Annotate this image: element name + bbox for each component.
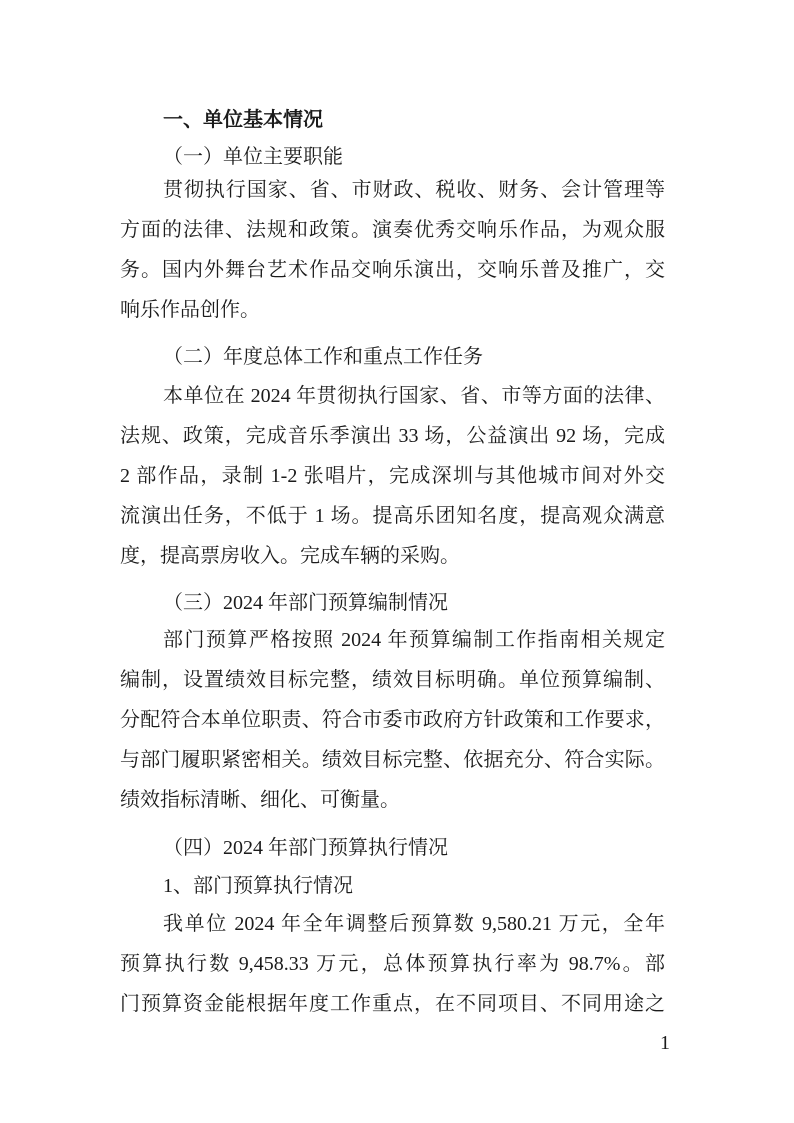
paragraph-line: 门预算资金能根据年度工作重点，在不同项目、不同用途之 — [120, 993, 665, 1015]
paragraph-line: 2 部作品，录制 1-2 张唱片，完成深圳与其他城市间对外交 — [120, 465, 665, 487]
paragraph-line: 编制，设置绩效目标完整，绩效目标明确。单位预算编制、 — [120, 669, 665, 691]
paragraph-line: 贯彻执行国家、省、市财政、税收、财务、会计管理等 — [163, 179, 665, 201]
paragraph-line: 流演出任务，不低于 1 场。提高乐团知名度，提高观众满意 — [120, 505, 665, 527]
item-title: 1、部门预算执行情况 — [163, 875, 353, 897]
paragraph-line: 响乐作品创作。 — [120, 299, 260, 321]
paragraph-line: 绩效指标清晰、细化、可衡量。 — [120, 789, 400, 811]
paragraph-line: 法规、政策，完成音乐季演出 33 场，公益演出 92 场，完成 — [120, 425, 665, 447]
page-number: 1 — [660, 1032, 670, 1054]
paragraph-line: 预算执行数 9,458.33 万元，总体预算执行率为 98.7%。部 — [120, 953, 665, 975]
subsection-title-3: （三）2024 年部门预算编制情况 — [163, 592, 448, 614]
subsection-title-1: （一）单位主要职能 — [163, 146, 343, 168]
paragraph-line: 本单位在 2024 年贯彻执行国家、省、市等方面的法律、 — [163, 385, 665, 407]
subsection-title-2: （二）年度总体工作和重点工作任务 — [163, 346, 483, 368]
subsection-title-4: （四）2024 年部门预算执行情况 — [163, 837, 448, 859]
paragraph-line: 与部门履职紧密相关。绩效目标完整、依据充分、符合实际。 — [120, 749, 665, 771]
paragraph-line: 我单位 2024 年全年调整后预算数 9,580.21 万元，全年 — [163, 913, 665, 935]
section-heading: 一、单位基本情况 — [163, 109, 323, 131]
paragraph-line: 部门预算严格按照 2024 年预算编制工作指南相关规定 — [163, 629, 665, 651]
paragraph-line: 度，提高票房收入。完成车辆的采购。 — [120, 545, 460, 567]
paragraph-line: 务。国内外舞台艺术作品交响乐演出，交响乐普及推广，交 — [120, 259, 665, 281]
paragraph-line: 分配符合本单位职责、符合市委市政府方针政策和工作要求， — [120, 709, 665, 731]
paragraph-line: 方面的法律、法规和政策。演奏优秀交响乐作品，为观众服 — [120, 219, 665, 241]
